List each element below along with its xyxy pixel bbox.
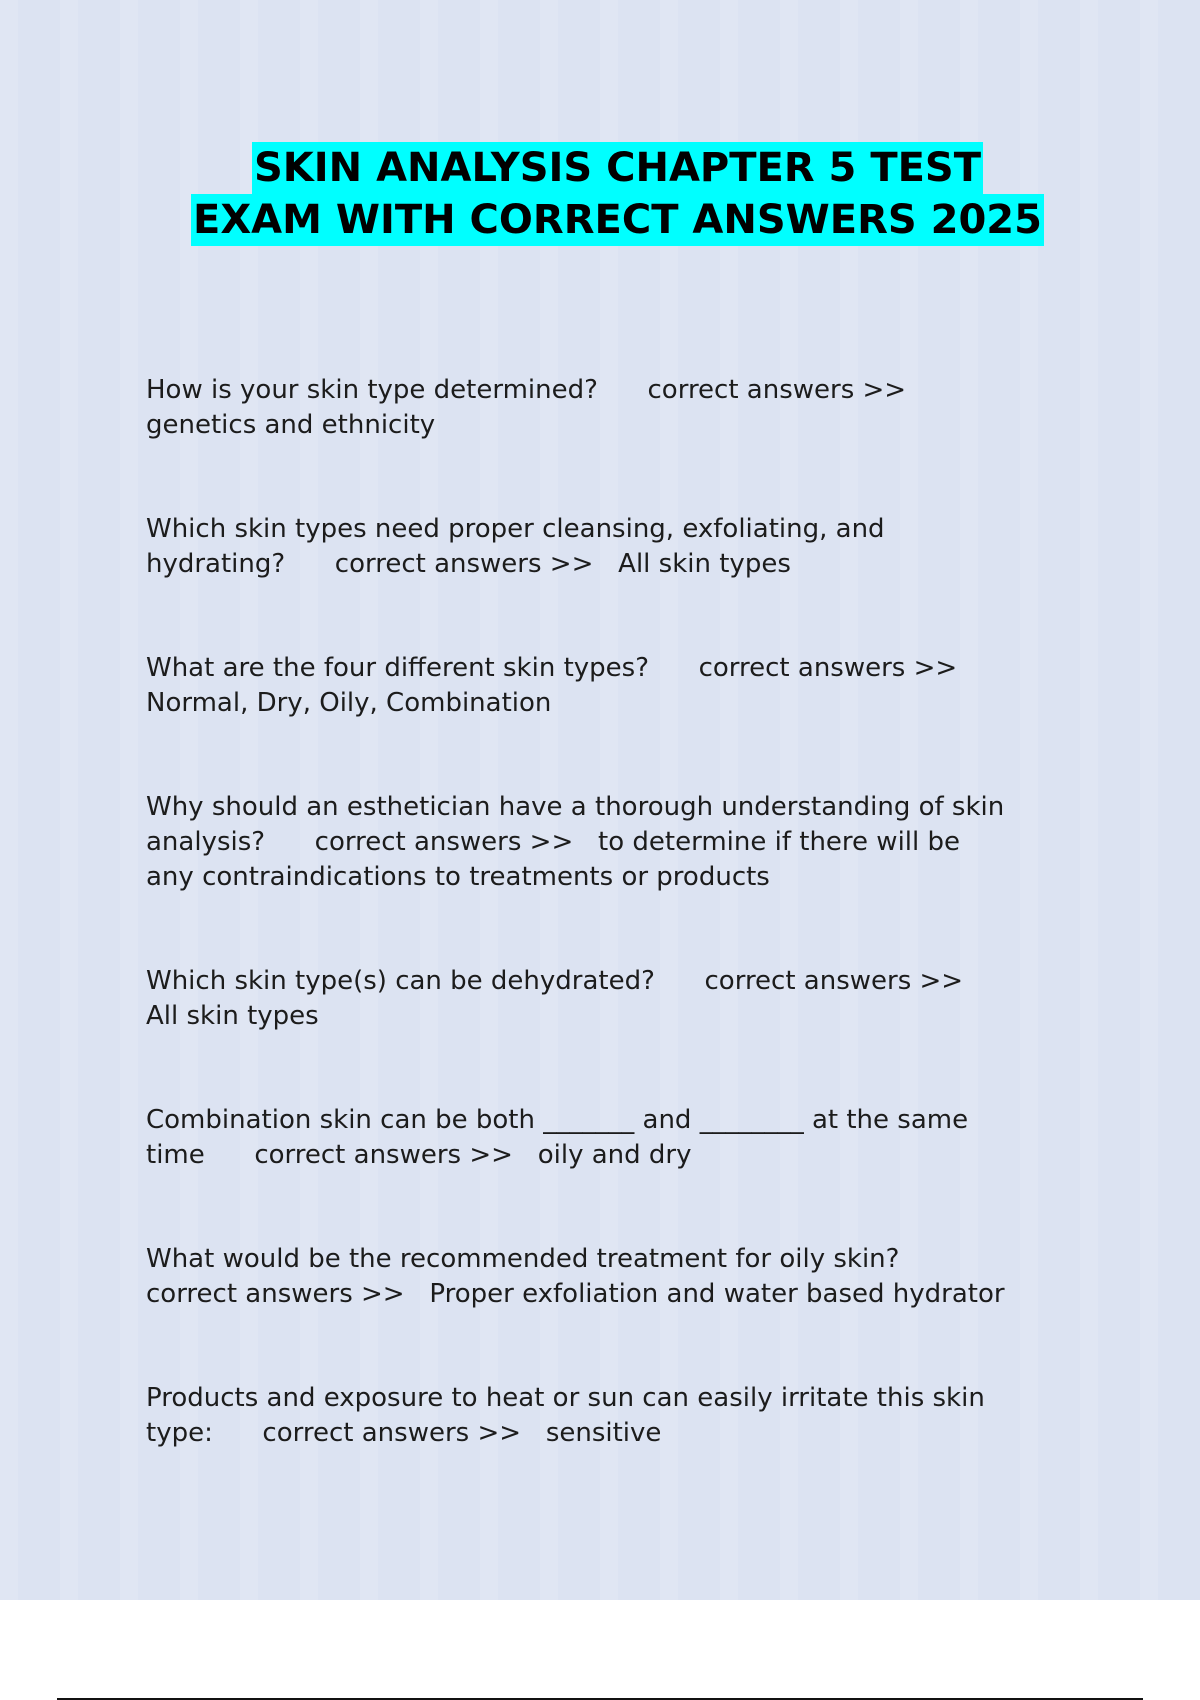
qa-3-line-1: What are the four different skin types? correct answers >>: [146, 653, 958, 683]
qa-item-1: [146, 373, 1086, 443]
qa-item-2: [146, 512, 1086, 582]
qa-item-3: [146, 651, 1086, 721]
qa-6-line-1: Combination skin can be both _______ and ________ at the same: [146, 1105, 969, 1135]
qa-7-line-2: correct answers >> Proper exfoliation and water based hydrator: [146, 1279, 1005, 1309]
title-line-2: EXAM WITH CORRECT ANSWERS 2025: [191, 194, 1044, 246]
qa-4-line-3: any contraindications to treatments or products: [146, 862, 770, 892]
qa-1-line-1: How is your skin type determined? correct answers >>: [146, 375, 907, 405]
qa-3-line-2: Normal, Dry, Oily, Combination: [146, 688, 552, 718]
qa-5-line-1: Which skin type(s) can be dehydrated? correct answers >>: [146, 966, 964, 996]
qa-6-line-2: time correct answers >> oily and dry: [146, 1140, 692, 1170]
title-line-1: SKIN ANALYSIS CHAPTER 5 TEST: [252, 142, 983, 194]
qa-item-6: [146, 1103, 1086, 1173]
qa-item-5: [146, 964, 1086, 1034]
qa-4-line-2: analysis? correct answers >> to determine if there will be: [146, 827, 961, 857]
qa-1-line-2: genetics and ethnicity: [146, 410, 436, 440]
document-title: [0, 142, 1200, 246]
qa-2-line-2: hydrating? correct answers >> All skin types: [146, 549, 791, 579]
qa-item-7: [146, 1242, 1086, 1312]
qa-8-line-2: type: correct answers >> sensitive: [146, 1418, 662, 1448]
qa-item-8: [146, 1381, 1086, 1451]
qa-item-4: [146, 790, 1086, 895]
qa-4-line-1: Why should an esthetician have a thorough understanding of skin: [146, 792, 1005, 822]
qa-8-line-1: Products and exposure to heat or sun can easily irritate this skin: [146, 1383, 985, 1413]
qa-7-line-1: What would be the recommended treatment for oily skin?: [146, 1244, 900, 1274]
qa-2-line-1: Which skin types need proper cleansing, exfoliating, and: [146, 514, 885, 544]
qa-list: [146, 373, 1086, 1520]
qa-5-line-2: All skin types: [146, 1001, 319, 1031]
